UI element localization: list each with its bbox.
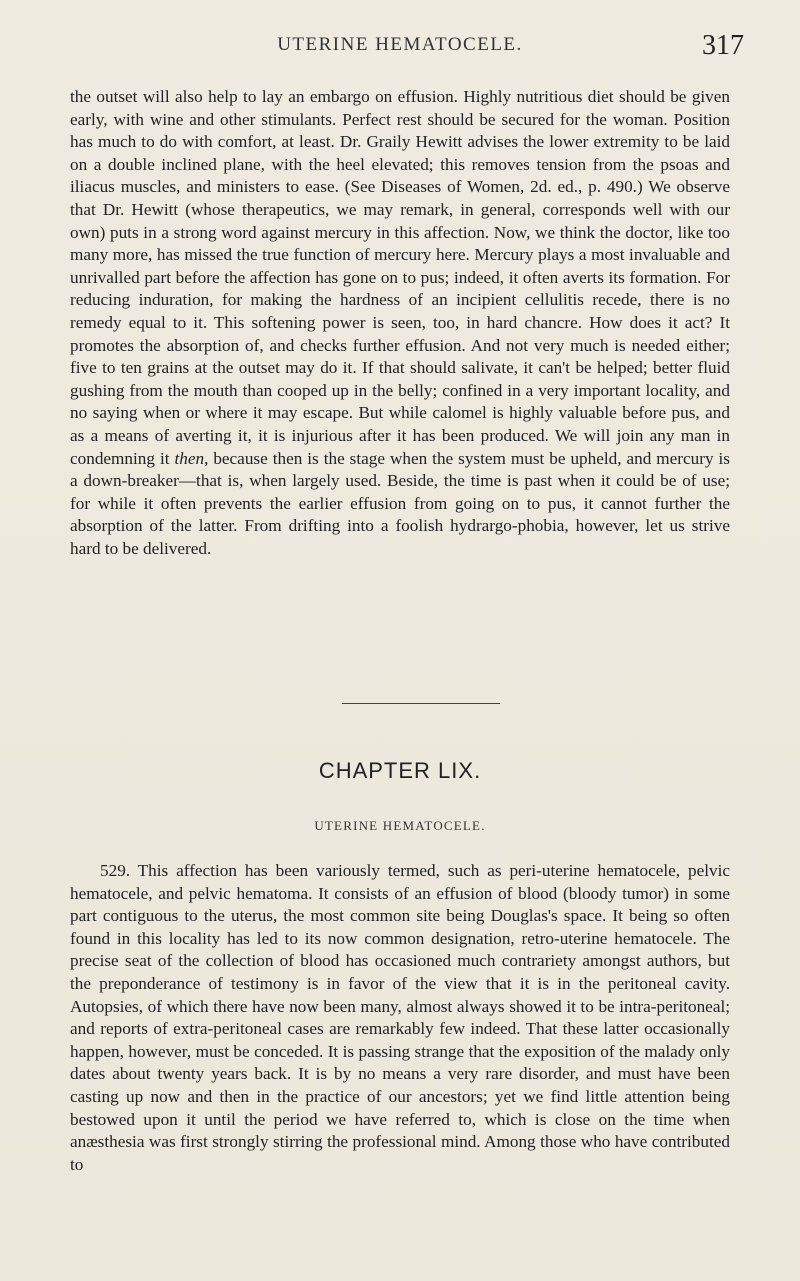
- paragraph-text: the outset will also help to lay an embargo on effusion. Highly nutritious diet should be given early, with wine and other stimulants. Perfect rest should be secured for the woman. Position has much to do with comfort, at least. Dr. Graily Hewitt advises the lower extremity to be laid on a double inclined plane, with the heel elevated; this removes tension from the psoas and iliacus muscles, and ministers to ease. (See Diseases of Women, 2d. ed., p. 490.) We observe that Dr. Hewitt (whose therapeutics, we may remark, in general, corresponds well with our own) puts in a strong word against mercury in this affection. Now, we think the doctor, like too many more, has missed the true function of mercury here. Mercury plays a most invaluable and unrivalled part before the affection has gone on to pus; indeed, it often averts its formation. For reducing induration, for making the hardness of an incipient cellulitis recede, there is no remedy equal to it. This softening power is seen, too, in hard chancre. How does it act? It promotes the absorption of, and checks further effusion. And not very much is needed either; five to ten grains at the outset may do it. If that should salivate, it can't be helped; better fluid gushing from the mouth than cooped up in the belly; confined in a very important locality, and no saying when or where it may escape. But while calomel is highly valuable before pus, and as a means of averting it, it is injurious after it has been produced. We will join any man in condemning it: [70, 87, 730, 468]
- section-divider: [342, 703, 500, 704]
- chapter-subtitle: UTERINE HEMATOCELE.: [314, 818, 486, 833]
- paragraph-text-end: , because then is the stage when the system must be upheld, and mercury is a down-breaker—that is, when largely used. Beside, the time is past when it could be of use; for while it often prevents the earlier effusion from going on to pus, it cannot further the absorption of the latter. From drifting into a foolish hydrargo-phobia, however, let us strive hard to be delivered.: [70, 448, 730, 558]
- continued-paragraph: [70, 86, 730, 560]
- chapter-body: [70, 860, 730, 1176]
- paragraph: 529. This affection has been variously termed, such as peri-uterine hematocele, pelvic hematocele, and pelvic hematoma. It consists of an effusion of blood (bloody tumor) in some part contiguous to the uterus, the most common site being Douglas's space. It being so often found in this locality has led to its now common designation, retro-uterine hematocele. The precise seat of the collection of blood has occasioned much contrariety amongst authors, but the preponderance of testimony is in favor of the view that it is in the peritoneal cavity. Autopsies, of which there have now been many, almost always showed it to be intra-peritoneal; and reports of extra-peritoneal cases are remarkably few indeed. That these latter occasionally happen, however, must be conceded. It is passing strange that the exposition of the malady only dates about twenty years back. It is by no means a very rare disorder, and must have been casting up now and then in the practice of our ancestors; yet we find little attention being bestowed upon it until the period we have referred to, which is close on the time when anæsthesia was first strongly stirring the professional mind. Among those who have contributed to: [70, 861, 730, 1174]
- running-head: UTERINE HEMATOCELE.: [277, 34, 523, 55]
- emphasis-text: then: [174, 448, 205, 468]
- page-number: 317: [702, 30, 744, 61]
- chapter-title: CHAPTER LIX.: [318, 758, 482, 783]
- paragraph: [70, 86, 730, 560]
